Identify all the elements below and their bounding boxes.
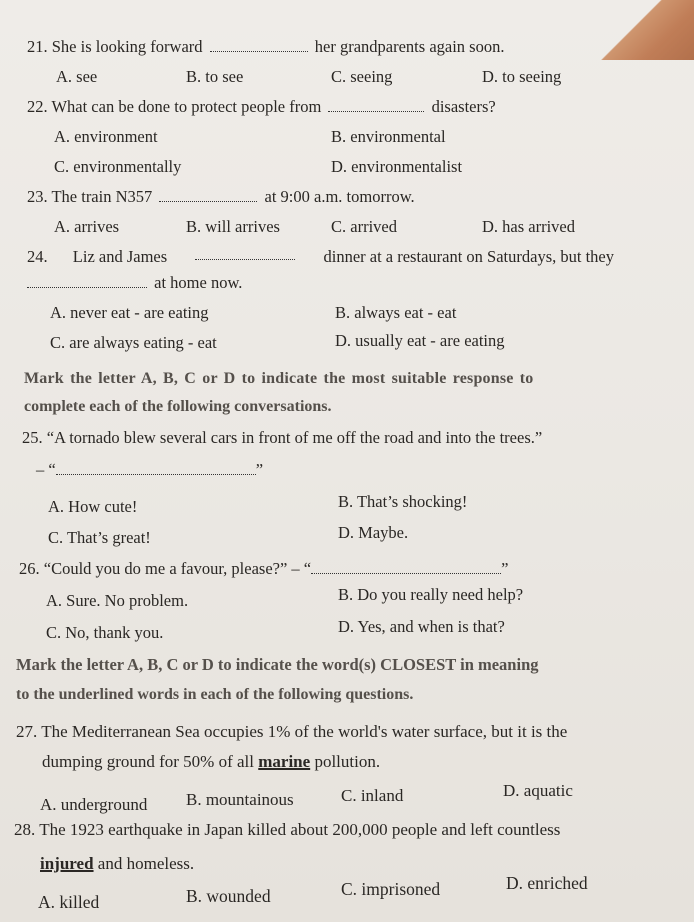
option-a: A. arrives bbox=[54, 217, 120, 236]
question-text: pollution. bbox=[314, 752, 381, 771]
question-number: 21. bbox=[27, 37, 48, 56]
answer-blank bbox=[27, 275, 147, 288]
question-text: dumping ground for 50% of all bbox=[42, 752, 254, 771]
option-c: C. imprisoned bbox=[341, 879, 441, 899]
option-c: C. No, thank you. bbox=[46, 623, 164, 642]
answer-blank bbox=[159, 189, 257, 202]
question-28 bbox=[14, 820, 560, 840]
option-d: D. Maybe. bbox=[338, 523, 409, 542]
question-number: 25. bbox=[22, 428, 43, 447]
instruction-heading: to the underlined words in each of the following questions. bbox=[16, 686, 414, 703]
question-26 bbox=[19, 559, 508, 579]
option-b: B. always eat - eat bbox=[335, 303, 457, 322]
option-c: C. arrived bbox=[331, 217, 397, 236]
question-27 bbox=[16, 722, 567, 742]
instruction-heading: Mark the letter A, B, C or D to indicate the most suitable response to bbox=[24, 370, 534, 387]
option-a: A. killed bbox=[38, 892, 100, 912]
question-24 bbox=[27, 247, 614, 267]
underlined-word: injured bbox=[40, 854, 94, 873]
option-d: D. usually eat - are eating bbox=[335, 331, 505, 350]
answer-blank bbox=[56, 462, 256, 475]
answer-blank bbox=[311, 561, 501, 574]
option-d: D. enriched bbox=[506, 873, 588, 893]
option-a: A. environment bbox=[54, 127, 158, 146]
question-text: The train N357 bbox=[51, 187, 153, 206]
question-25 bbox=[22, 428, 542, 448]
option-b: B. Do you really need help? bbox=[338, 585, 524, 604]
question-text: “Could you do me a favour, please?” – “ bbox=[43, 559, 312, 578]
question-23 bbox=[27, 187, 415, 207]
option-b: B. environmental bbox=[331, 127, 446, 146]
question-text: The Mediterranean Sea occupies 1% of the world's water surface, but it is the bbox=[41, 722, 568, 741]
question-text: The 1923 earthquake in Japan killed about 200,000 people and left countless bbox=[39, 820, 561, 839]
option-c: C. are always eating - eat bbox=[50, 333, 217, 352]
answer-blank bbox=[210, 39, 308, 52]
quote-mark: ” bbox=[501, 559, 509, 578]
question-text: What can be done to protect people from bbox=[51, 97, 322, 116]
answer-blank bbox=[195, 247, 295, 260]
question-text: “A tornado blew several cars in front of me off the road and into the trees.” bbox=[46, 428, 543, 447]
question-text: disasters? bbox=[431, 97, 496, 116]
question-28-cont bbox=[40, 854, 194, 874]
dialogue-dash: – “ bbox=[36, 460, 56, 479]
option-d: D. to seeing bbox=[482, 67, 562, 86]
option-d: D. aquatic bbox=[503, 781, 573, 800]
option-a: A. How cute! bbox=[48, 497, 138, 516]
question-number: 28. bbox=[14, 820, 36, 839]
question-25-response bbox=[36, 460, 263, 480]
question-text: at 9:00 a.m. tomorrow. bbox=[264, 187, 415, 206]
option-d: D. Yes, and when is that? bbox=[338, 617, 505, 636]
option-c: C. That’s great! bbox=[48, 528, 151, 547]
question-number: 26. bbox=[19, 559, 40, 578]
question-text: at home now. bbox=[154, 273, 243, 292]
question-text: She is looking forward bbox=[51, 37, 203, 56]
underlined-word: marine bbox=[258, 752, 311, 771]
option-a: A. never eat - are eating bbox=[50, 303, 209, 322]
question-number: 22. bbox=[27, 97, 48, 116]
option-b: B. to see bbox=[186, 67, 244, 86]
option-d: D. environmentalist bbox=[331, 157, 463, 176]
instruction-heading: Mark the letter A, B, C or D to indicate the word(s) CLOSEST in meaning bbox=[16, 655, 539, 674]
option-b: B. That’s shocking! bbox=[338, 492, 468, 511]
option-d: D. has arrived bbox=[482, 217, 576, 236]
option-c: C. inland bbox=[341, 786, 404, 805]
page-corner-shadow bbox=[584, 0, 694, 60]
question-21 bbox=[27, 37, 504, 57]
quote-mark: ” bbox=[255, 460, 264, 479]
answer-blank bbox=[328, 99, 424, 112]
question-text: dinner at a restaurant on Saturdays, but they bbox=[323, 247, 614, 266]
question-number: 23. bbox=[27, 187, 48, 206]
instruction-heading: complete each of the following conversations. bbox=[24, 398, 332, 415]
option-a: A. Sure. No problem. bbox=[46, 591, 189, 610]
option-b: B. mountainous bbox=[186, 790, 294, 809]
question-number: 24. bbox=[27, 247, 48, 266]
question-24-cont bbox=[27, 273, 242, 293]
option-b: B. will arrives bbox=[186, 217, 280, 236]
question-27-cont bbox=[42, 752, 380, 772]
option-a: A. see bbox=[56, 67, 98, 86]
question-number: 27. bbox=[16, 722, 38, 741]
question-22 bbox=[27, 97, 496, 117]
option-a: A. underground bbox=[40, 795, 148, 814]
question-text: Liz and James bbox=[72, 247, 168, 266]
option-c: C. seeing bbox=[331, 67, 393, 86]
option-c: C. environmentally bbox=[54, 157, 182, 176]
question-text: her grandparents again soon. bbox=[314, 37, 505, 56]
question-text: and homeless. bbox=[97, 854, 195, 873]
option-b: B. wounded bbox=[186, 886, 271, 906]
